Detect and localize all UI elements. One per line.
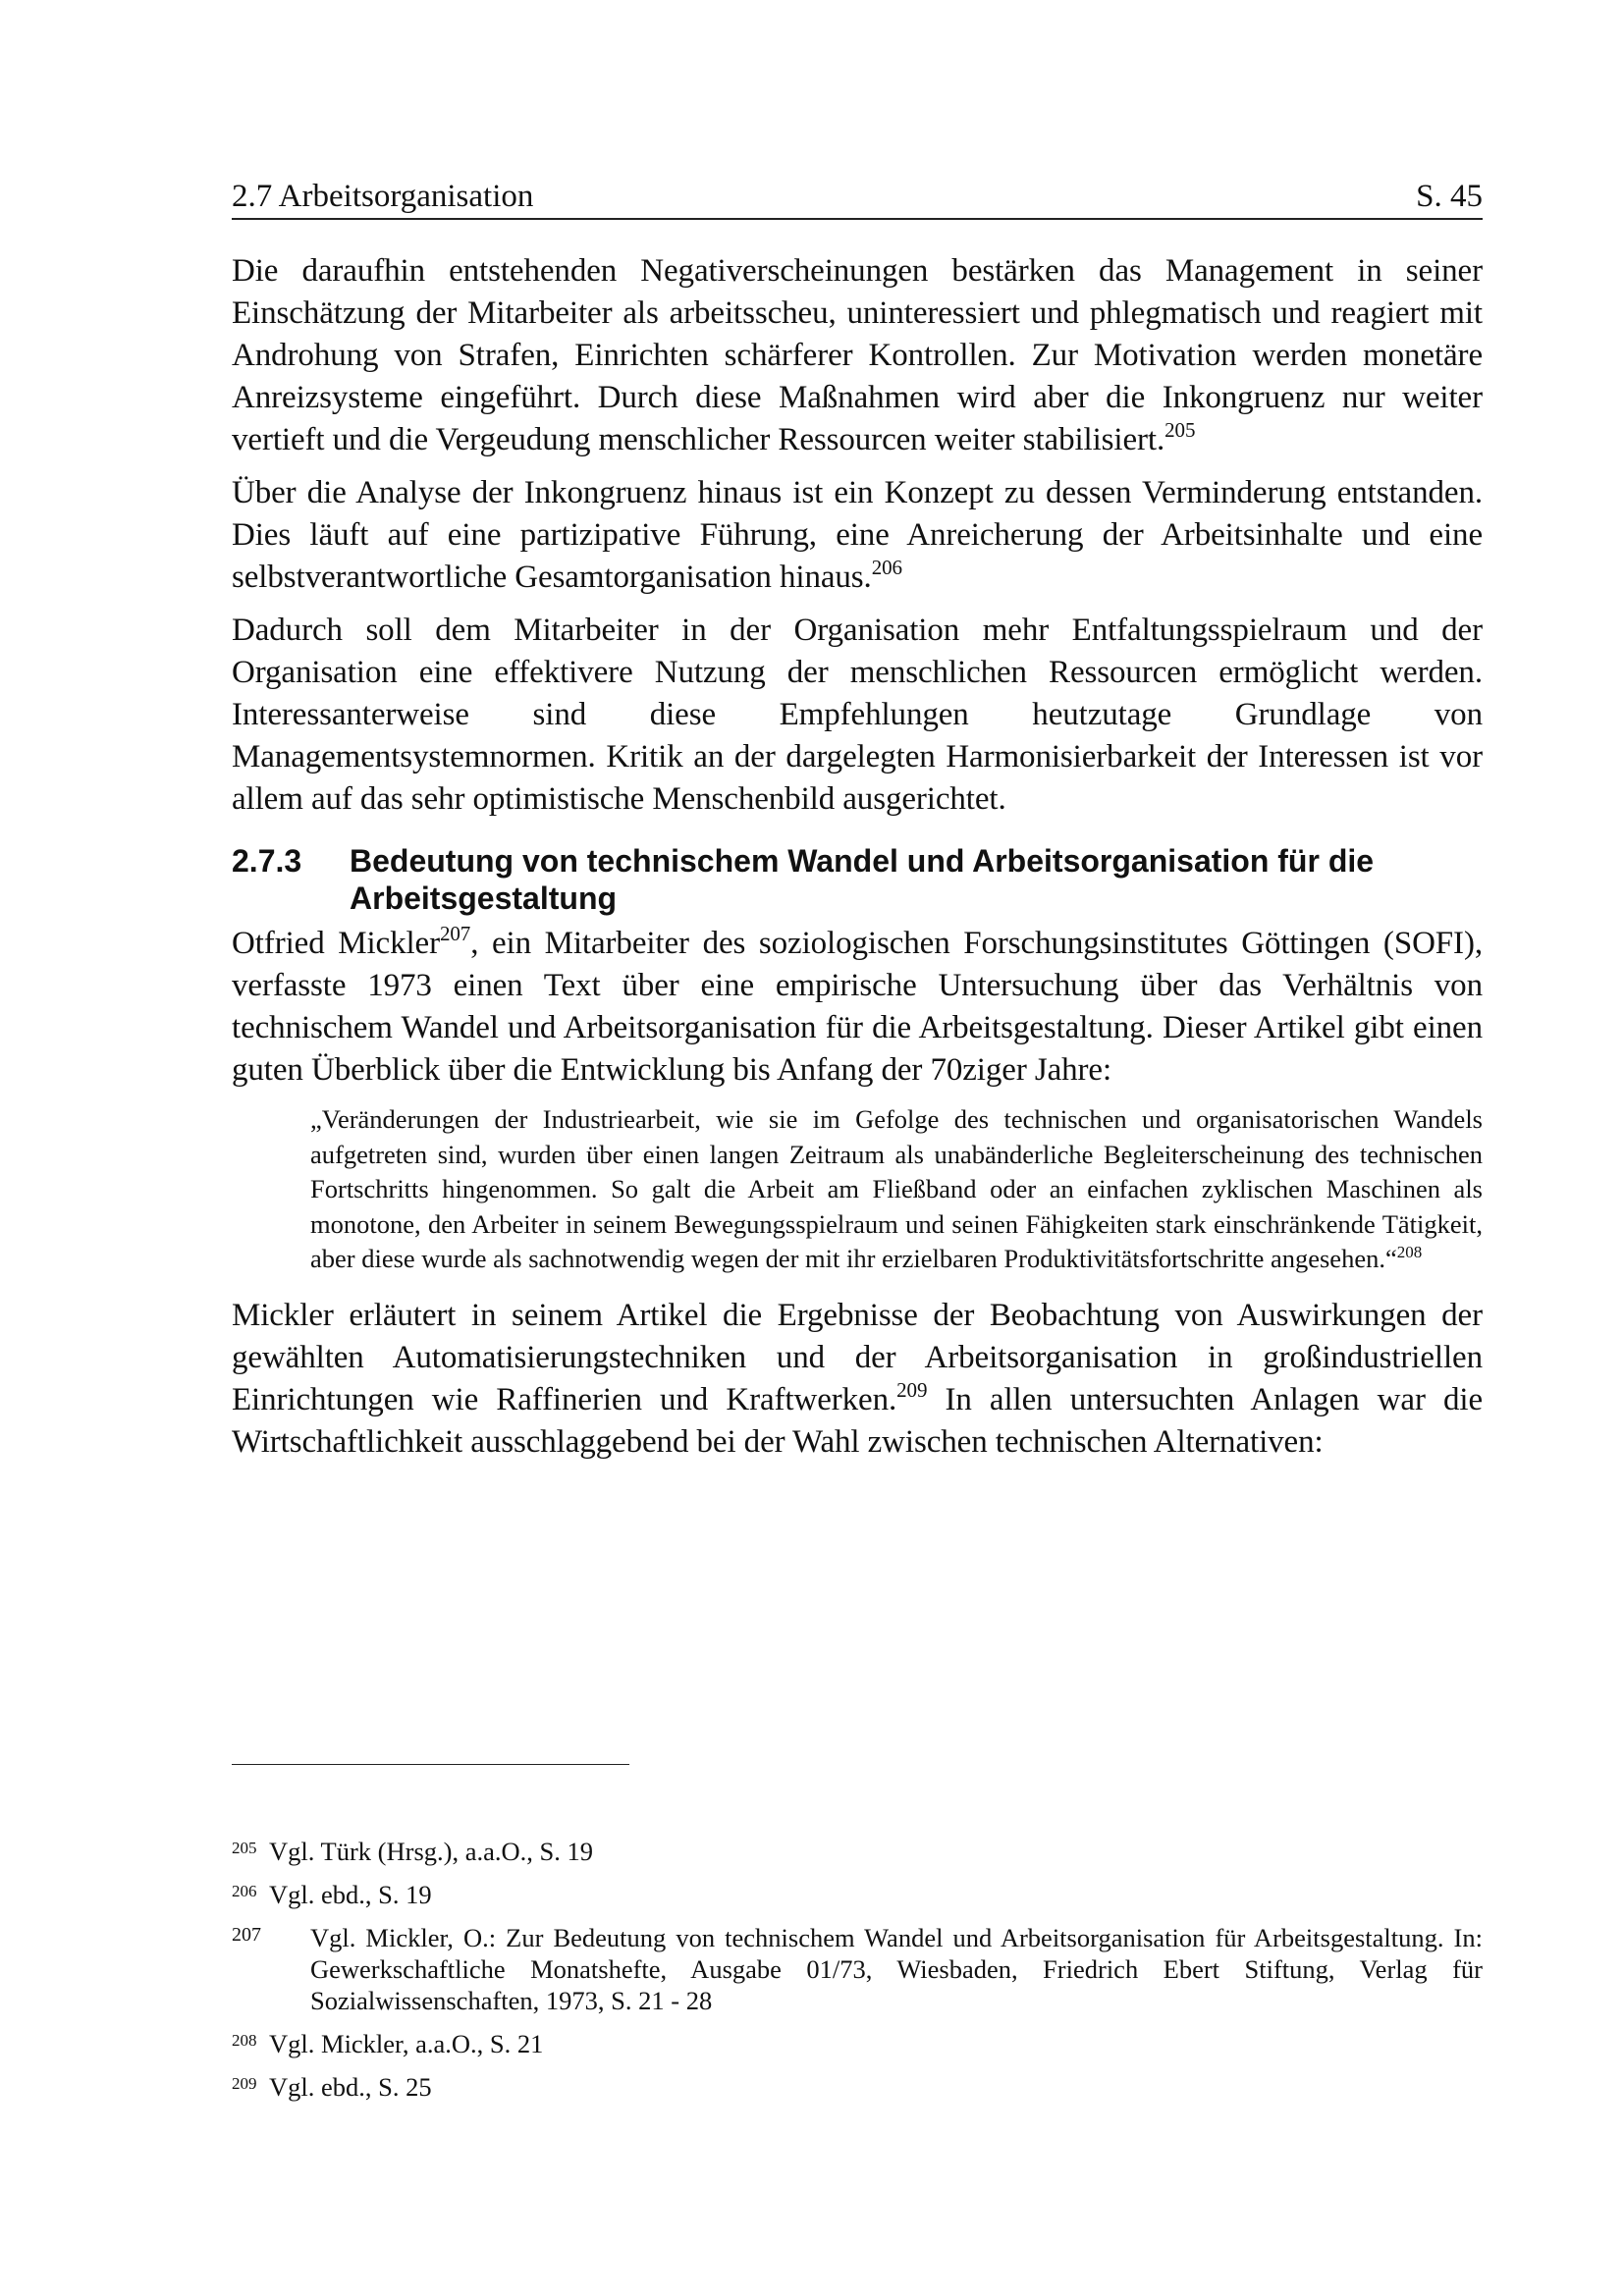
footnote-number: 207 <box>232 1924 261 1946</box>
paragraph-text: , ein Mitarbeiter des soziologischen Forschungsinstitutes Göttingen (SOFI), verfasste 1973 einen Text über eine empirische Untersuchung über das Verhältnis von technischem Wandel und Arbeitsorganisation für die Arbeitsgestaltung. Dieser Artikel gibt einen guten Überblick über die Entwicklung bis Anfang der 70ziger Jahre: <box>232 926 1483 1088</box>
footnote-ref[interactable]: 209 <box>896 1377 928 1402</box>
header-page-number: S. 45 <box>1416 179 1483 214</box>
footnotes <box>232 1836 1483 2114</box>
footnote-number: 206 <box>232 1882 257 1900</box>
running-header <box>232 177 1483 220</box>
paragraph <box>232 250 1483 461</box>
paragraph-text: Über die Analyse der Inkongruenz hinaus ist ein Konzept zu dessen Verminderung entstanden. Dies läuft auf eine partizipative Führung, eine Anreicherung der Arbeitsinhalte und eine selbstverantwortliche Gesamtorganisation hinaus. <box>232 475 1483 595</box>
footnote <box>232 1836 1483 1867</box>
paragraph-text: Mickler erläutert in seinem Artikel die Ergebnisse der Beobachtung von Auswirkungen der gewählten Automatisierungstechniken und der Arbeitsorganisation in großindustriellen Einrichtungen wie Raffinerien und Kraftwerken. <box>232 1297 1483 1417</box>
paragraph <box>232 923 1483 1092</box>
footnote <box>232 1922 1483 2016</box>
footnote-text: Vgl. ebd., S. 19 <box>269 1880 432 1909</box>
footnote-ref[interactable]: 205 <box>1164 418 1196 442</box>
paragraph <box>232 1295 1483 1464</box>
header-section-title: 2.7 Arbeitsorganisation <box>232 179 534 214</box>
section-heading <box>232 842 1483 917</box>
footnote-ref[interactable]: 208 <box>1396 1243 1423 1261</box>
footnote <box>232 2071 1483 2103</box>
footnote-text: Vgl. Türk (Hrsg.), a.a.O., S. 19 <box>269 1837 593 1866</box>
footnote-number: 209 <box>232 2074 257 2093</box>
footnote-number: 208 <box>232 2031 257 2050</box>
paragraph-text: Otfried Mickler <box>232 926 440 961</box>
footnote-text: Vgl. ebd., S. 25 <box>269 2072 432 2102</box>
footnote <box>232 1879 1483 1910</box>
footnote-text: Vgl. Mickler, a.a.O., S. 21 <box>269 2029 544 2058</box>
paragraph-text: In allen untersuchten Anlagen war die Wirtschaftlichkeit ausschlaggebend bei der Wahl zwischen technischen Alternativen: <box>232 1381 1484 1460</box>
paragraph <box>232 610 1483 821</box>
section-title: Bedeutung von technischem Wandel und Arbeitsorganisation für die Arbeitsgestaltung <box>350 843 1375 916</box>
footnote-number: 205 <box>232 1839 257 1857</box>
section-number: 2.7.3 <box>232 843 302 879</box>
footnote-divider <box>232 1764 629 1765</box>
paragraph-text: Die daraufhin entstehenden Negativerscheinungen bestärken das Management in seiner Einschätzung der Mitarbeiter als arbeitsscheu, uninteressiert und phlegmatisch und reagiert mit Androhung von Strafen, Einrichten schärferer Kontrollen. Zur Motivation werden monetäre Anreizsysteme eingeführt. Durch diese Maßnahmen wird aber die Inkongruenz nur weiter vertieft und die Vergeudung menschlicher Ressourcen weiter stabilisiert. <box>232 253 1483 457</box>
footnote <box>232 2028 1483 2059</box>
paragraph-text: Dadurch soll dem Mitarbeiter in der Organisation mehr Entfaltungsspielraum und der Organisation eine effektivere Nutzung der menschlichen Ressourcen ermöglicht werden. Interessanterweise sind diese Empfehlungen heutzutage Grundlage von Managementsystemnormen. Kritik an der dargelegten Harmonisierbarkeit der Interessen ist vor allem auf das sehr optimistische Menschenbild ausgerichtet. <box>232 613 1483 817</box>
footnote-ref[interactable]: 206 <box>871 556 902 579</box>
main-text <box>232 250 1483 1474</box>
footnote-ref[interactable]: 207 <box>439 922 471 945</box>
footnote-text: Vgl. Mickler, O.: Zur Bedeutung von technischem Wandel und Arbeitsorganisation für Arbeitsgestaltung. In: Gewerkschaftliche Monatshefte, Ausgabe 01/73, Wiesbaden, Friedrich Ebert Stiftung, Verlag für Sozialwissenschaften, 1973, S. 21 - 28 <box>310 1923 1483 2015</box>
paragraph <box>232 472 1483 599</box>
block-quote <box>232 1102 1483 1277</box>
quote-text: „Veränderungen der Industriearbeit, wie sie im Gefolge des technischen und organisatorischen Wandels aufgetreten sind, wurden über einen langen Zeitraum als unabänderliche Begleiterscheinung des technischen Fortschritts hingenommen. So galt die Arbeit am Fließband oder an einfachen zyklischen Maschinen als monotone, den Arbeiter in seinem Bewegungsspielraum und seinen Fähigkeiten stark einschränkende Tätigkeit, aber diese wurde als sachnotwendig wegen der mit ihr erzielbaren Produktivitätsfortschritte angesehen.“ <box>310 1104 1483 1273</box>
